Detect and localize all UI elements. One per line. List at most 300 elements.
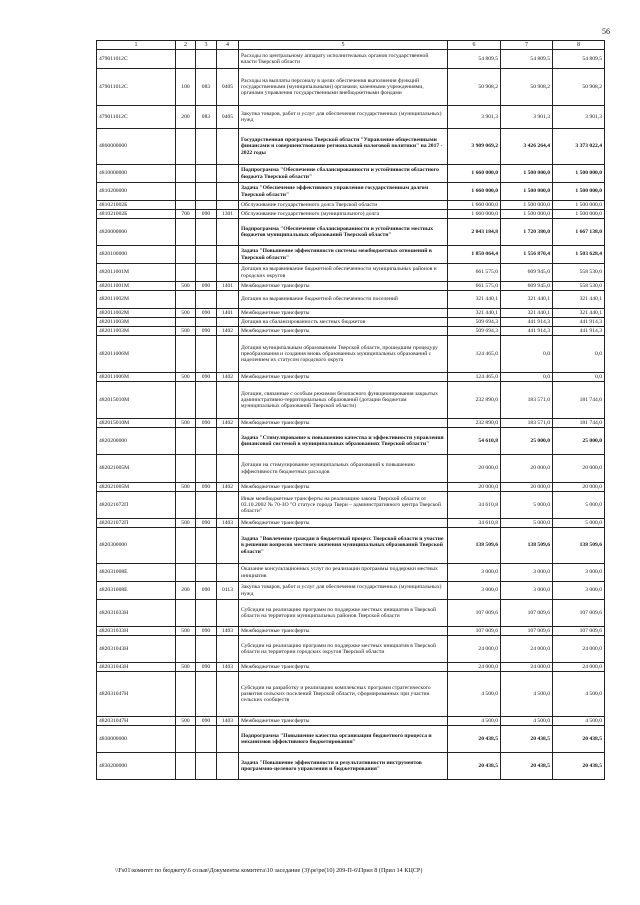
code-cell: 481021002Б [97, 201, 176, 210]
name-cell: Межбюджетные трансферты [239, 373, 448, 382]
amount-year1-cell: 3 901,3 [448, 106, 501, 129]
ministry-cell: 090 [196, 210, 217, 219]
amount-year1-cell: 1 660 000,0 [448, 165, 501, 183]
amount-year1-cell: 3 909 069,2 [448, 129, 501, 165]
subsection-cell [217, 183, 239, 201]
amount-year1-cell: 124 465,0 [448, 373, 501, 382]
amount-year3-cell: 50 908,2 [553, 69, 605, 106]
code-cell: 4820200000 [97, 428, 176, 455]
amount-year3-cell: 20 000,0 [553, 455, 605, 483]
column-header: 7 [501, 41, 553, 50]
name-cell: Расходы по центральному аппарату исполнительных органов государственной власти Тверской области [239, 50, 448, 69]
section-cell [176, 455, 196, 483]
ministry-cell [196, 129, 217, 165]
section-cell [176, 492, 196, 519]
amount-year1-cell: 20 000,0 [448, 483, 501, 492]
subsection-cell [217, 455, 239, 483]
amount-year2-cell: 1 500 000,0 [501, 183, 553, 201]
subsection-cell: 1401 [217, 309, 239, 318]
column-header: 4 [217, 41, 239, 50]
amount-year3-cell: 558 530,0 [553, 282, 605, 291]
amount-year2-cell: 1 720 380,0 [501, 219, 553, 246]
code-cell: 479011012С [97, 50, 176, 69]
ministry-cell [196, 382, 217, 419]
table-row [97, 492, 605, 519]
section-cell: 500 [176, 663, 196, 672]
amount-year1-cell: 321 440,1 [448, 291, 501, 309]
amount-year3-cell: 25 000,0 [553, 428, 605, 455]
section-cell [176, 219, 196, 246]
amount-year1-cell: 1 660 000,0 [448, 201, 501, 210]
amount-year3-cell: 441 914,3 [553, 318, 605, 327]
name-cell: Межбюджетные трансферты [239, 282, 448, 291]
code-cell: 482015010М [97, 382, 176, 419]
name-cell: Задача "Стимулирование к повышению качества и эффективности управления финансовой системой в муниципальных образованиях Тверской области" [239, 428, 448, 455]
name-cell: Обслуживание государственного долга Тверской области [239, 201, 448, 210]
section-cell: 500 [176, 282, 196, 291]
code-cell: 482011003М [97, 327, 176, 336]
ministry-cell: 090 [196, 483, 217, 492]
code-cell: 479011012С [97, 106, 176, 129]
code-cell: 482031033Н [97, 600, 176, 627]
subsection-cell [217, 492, 239, 519]
table-row [97, 50, 605, 69]
code-cell: 482031043Н [97, 636, 176, 663]
amount-year1-cell: 232 890,0 [448, 382, 501, 419]
amount-year1-cell: 509 694,3 [448, 327, 501, 336]
subsection-cell [217, 50, 239, 69]
section-cell [176, 382, 196, 419]
amount-year3-cell: 24 000,0 [553, 663, 605, 672]
amount-year2-cell: 1 500 000,0 [501, 210, 553, 219]
ministry-cell [196, 672, 217, 717]
code-cell: 482011003М [97, 318, 176, 327]
name-cell: Подпрограмма "Обеспечение сбалансированности и устойчивости областного бюджета Тверской области" [239, 165, 448, 183]
amount-year3-cell: 5 000,0 [553, 519, 605, 528]
table-row [97, 69, 605, 106]
amount-year3-cell: 321 440,1 [553, 291, 605, 309]
name-cell: Подпрограмма "Обеспечение сбалансированности и устойчивости местных бюджетов муниципальных образований Тверской области" [239, 219, 448, 246]
table-row [97, 106, 605, 129]
amount-year1-cell: 107 009,6 [448, 600, 501, 627]
section-cell [176, 672, 196, 717]
table-row [97, 129, 605, 165]
amount-year2-cell: 5 000,0 [501, 492, 553, 519]
subsection-cell [217, 264, 239, 282]
amount-year1-cell: 124 465,0 [448, 336, 501, 373]
section-cell [176, 129, 196, 165]
amount-year2-cell: 1 500 000,0 [501, 165, 553, 183]
code-cell: 4830000000 [97, 726, 176, 753]
name-cell: Задача "Повышение эффективности системы межбюджетных отношений в Тверской области" [239, 246, 448, 264]
name-cell: Дотация муниципальным образованиям Тверской области, прошедшим процедуру преобразования и создания вновь образованных муниципальных образований с наделением их статусом городского округа [239, 336, 448, 373]
amount-year2-cell: 138 509,6 [501, 528, 553, 564]
table-row [97, 419, 605, 428]
amount-year2-cell: 107 009,6 [501, 600, 553, 627]
amount-year1-cell: 661 575,0 [448, 282, 501, 291]
table-row [97, 627, 605, 636]
ministry-cell [196, 246, 217, 264]
subsection-cell: 1402 [217, 373, 239, 382]
section-cell [176, 564, 196, 582]
subsection-cell: 1403 [217, 717, 239, 726]
amount-year3-cell: 0,0 [553, 336, 605, 373]
table-row [97, 246, 605, 264]
amount-year2-cell: 609 945,0 [501, 264, 553, 282]
table-header-row [97, 41, 605, 50]
table-row [97, 327, 605, 336]
amount-year2-cell: 5 000,0 [501, 519, 553, 528]
ministry-cell [196, 428, 217, 455]
table-row [97, 717, 605, 726]
section-cell: 100 [176, 69, 196, 106]
ministry-cell [196, 636, 217, 663]
code-cell: 482021005М [97, 455, 176, 483]
name-cell: Дотации на стимулирование муниципальных образований к повышению эффективности бюджетных расходов [239, 455, 448, 483]
code-cell: 482031047Н [97, 717, 176, 726]
amount-year2-cell: 1 500 000,0 [501, 201, 553, 210]
subsection-cell: 1401 [217, 282, 239, 291]
subsection-cell [217, 201, 239, 210]
name-cell: Государственная программа Тверской области "Управление общественными финансами и совершенствование региональной налоговой политики" на 2017 - 2022 годы [239, 129, 448, 165]
code-cell: 482031033Н [97, 627, 176, 636]
table-row [97, 183, 605, 201]
file-path-footer: \\Fs01\комитет по бюджету\6 созыв\Документы комитета\10 заседание (3)\ре\ре(10) 209-П-6\Прил 8 (Прил 14 КЦСР) [115, 867, 423, 874]
name-cell: Задача "Повышение эффективности и результативности инструментов программно-целевого управления и бюджетирования" [239, 753, 448, 780]
amount-year3-cell: 3 373 022,4 [553, 129, 605, 165]
name-cell: Расходы на выплаты персоналу в целях обеспечения выполнения функций государственными (муниципальными) органами, казенными учреждениями, органами управления государственными внебюджетными фондами [239, 69, 448, 106]
budget-table [96, 40, 605, 780]
amount-year2-cell: 609 945,0 [501, 282, 553, 291]
section-cell [176, 753, 196, 780]
subsection-cell: 0405 [217, 69, 239, 106]
name-cell: Межбюджетные трансферты [239, 309, 448, 318]
code-cell: 482011001М [97, 282, 176, 291]
section-cell: 500 [176, 717, 196, 726]
table-row [97, 528, 605, 564]
code-cell: 482011006М [97, 336, 176, 373]
subsection-cell [217, 636, 239, 663]
column-header: 1 [97, 41, 176, 50]
ministry-cell: 090 [196, 663, 217, 672]
ministry-cell: 090 [196, 582, 217, 600]
ministry-cell: 090 [196, 373, 217, 382]
amount-year2-cell: 20 438,5 [501, 726, 553, 753]
amount-year2-cell: 0,0 [501, 336, 553, 373]
amount-year1-cell: 24 000,0 [448, 636, 501, 663]
section-cell: 200 [176, 106, 196, 129]
subsection-cell: 1403 [217, 519, 239, 528]
amount-year2-cell: 183 571,0 [501, 419, 553, 428]
code-cell: 4810200000 [97, 183, 176, 201]
column-header: 8 [553, 41, 605, 50]
amount-year2-cell: 3 000,0 [501, 564, 553, 582]
table-row [97, 726, 605, 753]
ministry-cell [196, 50, 217, 69]
name-cell: Оказание консультационных услуг по реализации программы поддержки местных инициатив [239, 564, 448, 582]
amount-year2-cell: 3 000,0 [501, 582, 553, 600]
section-cell [176, 291, 196, 309]
column-header: 6 [448, 41, 501, 50]
subsection-cell: 1403 [217, 663, 239, 672]
name-cell: Закупка товаров, работ и услуг для обеспечения государственных (муниципальных) нужд [239, 106, 448, 129]
table-row [97, 455, 605, 483]
amount-year3-cell: 321 440,1 [553, 309, 605, 318]
ministry-cell [196, 318, 217, 327]
subsection-cell: 1403 [217, 627, 239, 636]
amount-year1-cell: 1 850 064,4 [448, 246, 501, 264]
ministry-cell [196, 492, 217, 519]
ministry-cell: 090 [196, 327, 217, 336]
amount-year3-cell: 1 500 000,0 [553, 201, 605, 210]
subsection-cell [217, 165, 239, 183]
subsection-cell [217, 382, 239, 419]
subsection-cell [217, 600, 239, 627]
section-cell [176, 600, 196, 627]
subsection-cell: 1402 [217, 419, 239, 428]
name-cell: Закупка товаров, работ и услуг для обеспечения государственных (муниципальных) нужд [239, 582, 448, 600]
amount-year2-cell: 20 000,0 [501, 483, 553, 492]
name-cell: Задача "Обеспечение эффективного управления государственным долгом Тверской области" [239, 183, 448, 201]
code-cell: 482011001М [97, 264, 176, 282]
table-row [97, 373, 605, 382]
amount-year1-cell: 232 890,0 [448, 419, 501, 428]
ministry-cell: 090 [196, 309, 217, 318]
code-cell: 481021002Б [97, 210, 176, 219]
amount-year2-cell: 183 571,0 [501, 382, 553, 419]
amount-year2-cell: 54 809,5 [501, 50, 553, 69]
amount-year1-cell: 20 000,0 [448, 455, 501, 483]
table-row [97, 600, 605, 627]
ministry-cell [196, 165, 217, 183]
section-cell [176, 201, 196, 210]
page-number: 56 [602, 27, 610, 36]
section-cell: 500 [176, 309, 196, 318]
amount-year3-cell: 1 503 628,4 [553, 246, 605, 264]
amount-year1-cell: 321 440,1 [448, 309, 501, 318]
name-cell: Межбюджетные трансферты [239, 483, 448, 492]
ministry-cell: 083 [196, 106, 217, 129]
table-row [97, 318, 605, 327]
subsection-cell [217, 336, 239, 373]
amount-year1-cell: 54 610,8 [448, 428, 501, 455]
subsection-cell [217, 246, 239, 264]
name-cell: Межбюджетные трансферты [239, 519, 448, 528]
name-cell: Субсидии на разработку и реализацию комплексных программ стратегического развития сельских поселений Тверской области, сформированных при участии сельских сообществ [239, 672, 448, 717]
table-row [97, 753, 605, 780]
amount-year1-cell: 50 908,2 [448, 69, 501, 106]
section-cell [176, 183, 196, 201]
amount-year3-cell: 3 000,0 [553, 564, 605, 582]
amount-year2-cell: 24 000,0 [501, 663, 553, 672]
table-row [97, 636, 605, 663]
subsection-cell [217, 564, 239, 582]
name-cell: Подпрограмма "Повышение качества организации бюджетного процесса и механизмов эффективного бюджетирования" [239, 726, 448, 753]
ministry-cell [196, 264, 217, 282]
code-cell: 482021005М [97, 483, 176, 492]
code-cell: 4820300000 [97, 528, 176, 564]
ministry-cell [196, 336, 217, 373]
amount-year2-cell: 107 009,6 [501, 627, 553, 636]
code-cell: 482011002М [97, 291, 176, 309]
name-cell: Дотация на выравнивание бюджетной обеспеченности поселений [239, 291, 448, 309]
table-row [97, 309, 605, 318]
subsection-cell: 0405 [217, 106, 239, 129]
code-cell: 482015010М [97, 419, 176, 428]
table-row [97, 210, 605, 219]
name-cell: Межбюджетные трансферты [239, 627, 448, 636]
table-row [97, 282, 605, 291]
table-row [97, 382, 605, 419]
code-cell: 482031008Е [97, 582, 176, 600]
column-header: 5 [239, 41, 448, 50]
subsection-cell [217, 219, 239, 246]
amount-year3-cell: 1 500 000,0 [553, 210, 605, 219]
ministry-cell: 090 [196, 717, 217, 726]
ministry-cell [196, 726, 217, 753]
section-cell: 500 [176, 483, 196, 492]
amount-year2-cell: 24 000,0 [501, 636, 553, 663]
amount-year3-cell: 0,0 [553, 373, 605, 382]
amount-year1-cell: 1 660 000,0 [448, 183, 501, 201]
code-cell: 4800000000 [97, 129, 176, 165]
code-cell: 482031008Е [97, 564, 176, 582]
code-cell: 482031047Н [97, 672, 176, 717]
amount-year3-cell: 4 500,0 [553, 717, 605, 726]
name-cell: Субсидии на реализацию программ по поддержке местных инициатив в Тверской области на территории городских округов Тверской области [239, 636, 448, 663]
column-header: 3 [196, 41, 217, 50]
table-row [97, 165, 605, 183]
amount-year3-cell: 20 438,5 [553, 753, 605, 780]
amount-year3-cell: 4 500,0 [553, 672, 605, 717]
section-cell: 700 [176, 210, 196, 219]
amount-year1-cell: 34 610,8 [448, 492, 501, 519]
ministry-cell: 090 [196, 282, 217, 291]
amount-year3-cell: 54 809,5 [553, 50, 605, 69]
amount-year3-cell: 24 000,0 [553, 636, 605, 663]
ministry-cell: 090 [196, 519, 217, 528]
name-cell: Дотация на сбалансированность местных бюджетов [239, 318, 448, 327]
amount-year3-cell: 107 009,6 [553, 600, 605, 627]
amount-year3-cell: 107 009,6 [553, 627, 605, 636]
table-row [97, 672, 605, 717]
table-row [97, 201, 605, 210]
table-row [97, 336, 605, 373]
code-cell: 482011002М [97, 309, 176, 318]
amount-year1-cell: 1 660 000,0 [448, 210, 501, 219]
ministry-cell [196, 291, 217, 309]
section-cell [176, 528, 196, 564]
amount-year3-cell: 3 000,0 [553, 582, 605, 600]
name-cell: Межбюджетные трансферты [239, 717, 448, 726]
section-cell [176, 264, 196, 282]
ministry-cell: 090 [196, 419, 217, 428]
subsection-cell: 1301 [217, 210, 239, 219]
subsection-cell [217, 528, 239, 564]
amount-year1-cell: 3 000,0 [448, 582, 501, 600]
amount-year2-cell: 25 000,0 [501, 428, 553, 455]
table-row [97, 663, 605, 672]
ministry-cell [196, 219, 217, 246]
amount-year2-cell: 20 000,0 [501, 455, 553, 483]
subsection-cell: 1402 [217, 483, 239, 492]
section-cell: 500 [176, 519, 196, 528]
amount-year3-cell: 1 667 138,0 [553, 219, 605, 246]
code-cell: 482021072П [97, 519, 176, 528]
subsection-cell [217, 672, 239, 717]
amount-year3-cell: 3 901,3 [553, 106, 605, 129]
table-row [97, 291, 605, 309]
code-cell: 482011006М [97, 373, 176, 382]
name-cell: Межбюджетные трансферты [239, 327, 448, 336]
amount-year2-cell: 20 438,5 [501, 753, 553, 780]
name-cell: Задача "Вовлечение граждан в бюджетный процесс Тверской области и участие в решении вопросов местного значения муниципальных образований Тверской области" [239, 528, 448, 564]
ministry-cell [196, 455, 217, 483]
amount-year2-cell: 4 500,0 [501, 717, 553, 726]
code-cell: 4820000000 [97, 219, 176, 246]
table-row [97, 428, 605, 455]
subsection-cell: 1402 [217, 327, 239, 336]
amount-year3-cell: 20 000,0 [553, 483, 605, 492]
section-cell: 500 [176, 327, 196, 336]
column-header: 2 [176, 41, 196, 50]
code-cell: 4820100000 [97, 246, 176, 264]
amount-year1-cell: 2 043 184,8 [448, 219, 501, 246]
table-row [97, 519, 605, 528]
name-cell: Межбюджетные трансферты [239, 663, 448, 672]
ministry-cell [196, 753, 217, 780]
code-cell: 4810000000 [97, 165, 176, 183]
amount-year1-cell: 4 500,0 [448, 717, 501, 726]
table-row [97, 264, 605, 282]
amount-year3-cell: 181 744,0 [553, 382, 605, 419]
amount-year1-cell: 54 809,5 [448, 50, 501, 69]
section-cell [176, 165, 196, 183]
section-cell: 200 [176, 582, 196, 600]
name-cell: Субсидии на реализацию программ по поддержке местных инициатив в Тверской области на территории муниципальных районов Тверской области [239, 600, 448, 627]
table-row [97, 582, 605, 600]
amount-year3-cell: 1 500 000,0 [553, 183, 605, 201]
section-cell: 500 [176, 419, 196, 428]
amount-year3-cell: 441 914,3 [553, 327, 605, 336]
section-cell [176, 636, 196, 663]
subsection-cell [217, 129, 239, 165]
amount-year2-cell: 3 426 264,4 [501, 129, 553, 165]
name-cell: Межбюджетные трансферты [239, 419, 448, 428]
subsection-cell [217, 726, 239, 753]
amount-year1-cell: 138 509,6 [448, 528, 501, 564]
amount-year1-cell: 24 000,0 [448, 663, 501, 672]
code-cell: 482021072П [97, 492, 176, 519]
name-cell: Иные межбюджетные трансферты на реализацию закона Тверской области от 03.10.2002 № 70-ЗО "О статусе города Твери – административного центра Тверской области" [239, 492, 448, 519]
amount-year3-cell: 558 530,0 [553, 264, 605, 282]
name-cell: Дотации, связанные с особым режимом безопасного функционирования закрытых административно-территориальных образований (дотации бюджетам муниципальных образований Тверской области) [239, 382, 448, 419]
amount-year2-cell: 441 914,3 [501, 327, 553, 336]
subsection-cell [217, 291, 239, 309]
ministry-cell [196, 183, 217, 201]
section-cell [176, 428, 196, 455]
code-cell: 482031043Н [97, 663, 176, 672]
amount-year2-cell: 321 440,1 [501, 309, 553, 318]
amount-year1-cell: 3 000,0 [448, 564, 501, 582]
subsection-cell [217, 428, 239, 455]
amount-year2-cell: 50 908,2 [501, 69, 553, 106]
amount-year3-cell: 1 500 000,0 [553, 165, 605, 183]
amount-year1-cell: 34 610,8 [448, 519, 501, 528]
amount-year1-cell: 4 500,0 [448, 672, 501, 717]
amount-year1-cell: 20 438,5 [448, 726, 501, 753]
section-cell: 500 [176, 373, 196, 382]
